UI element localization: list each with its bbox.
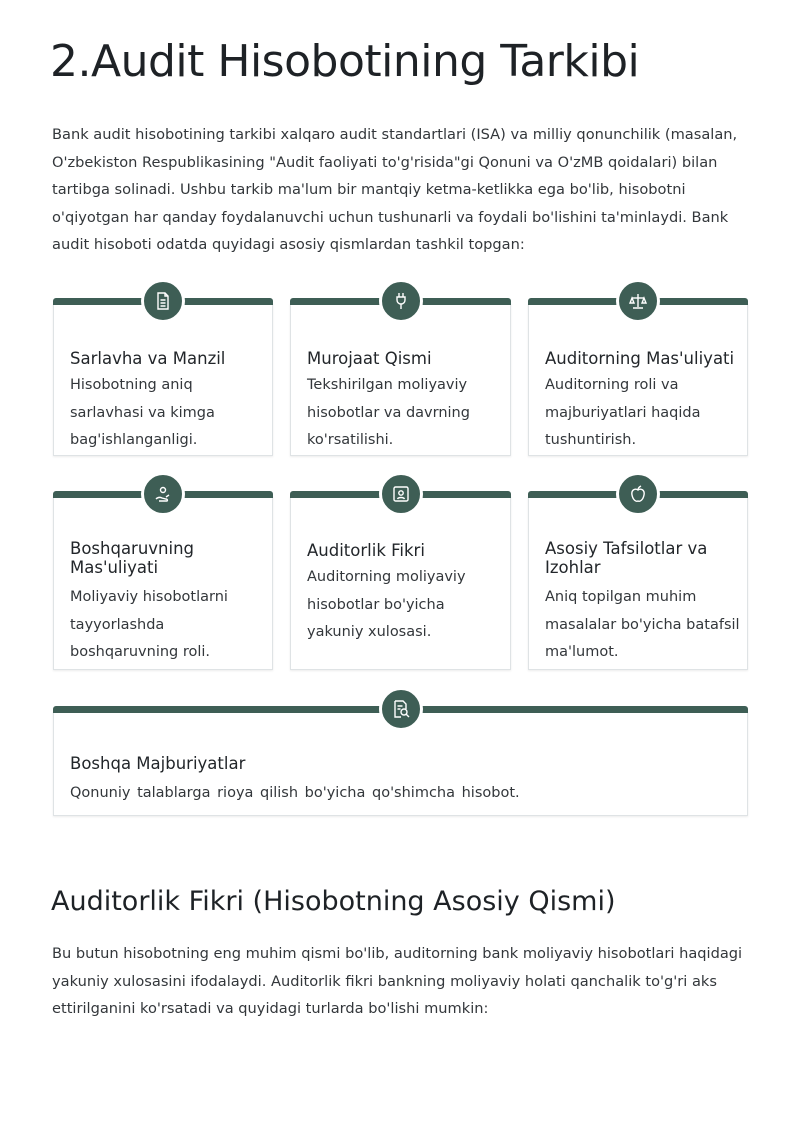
card-text: Auditorning roli va majburiyatlari haqida tushuntirish. <box>545 377 701 448</box>
document-icon <box>141 279 185 323</box>
card-asosiy-tafsilotlar <box>528 496 748 670</box>
card-auditorlik-fikri <box>290 496 511 670</box>
card-text: Tekshirilgan moliyaviy hisobotlar va davrning ko'rsatilishi. <box>307 377 470 448</box>
card-text: Hisobotning aniq sarlavhasi va kimga bag'ishlanganligi. <box>70 377 215 448</box>
card-title: Boshqa Majburiyatlar <box>70 754 246 773</box>
card-boshqa-majburiyatlar <box>53 711 748 816</box>
card-boshqaruv-masuliyati <box>53 496 273 670</box>
intro-paragraph: Bank audit hisobotining tarkibi xalqaro audit standartlari (ISA) va milliy qonunchilik (masalan, O'zbekiston Respublikasining "Audit faoliyati to'g'risida"gi Qonuni va O'zMB qoidalari) bilan tartibga solinadi. Ushbu tarkib ma'lum bir mantqiy ketma-ketlikka ega bo'lib, hisobotni o'qiyotgan har qanday foydalanuvchi uchun tushunarli va foydali bo'lishini ta'minlaydi. Bank audit hisoboti odatda quyidagi asosiy qismlardan tashkil topgan: <box>52 126 738 253</box>
page-title: 2.Audit Hisobotining Tarkibi <box>50 36 640 87</box>
card-text: Qonuniy talablarga rioya qilish bo'yicha qo'shimcha hisobot. <box>70 785 520 801</box>
card-title: Asosiy Tafsilotlar va Izohlar <box>545 539 708 577</box>
id-card-icon <box>379 472 423 516</box>
apple-icon <box>616 472 660 516</box>
card-title: Auditorlik Fikri <box>307 541 425 560</box>
card-text: Aniq topilgan muhim masalalar bo'yicha batafsil ma'lumot. <box>545 589 740 660</box>
card-sarlavha <box>53 303 273 456</box>
document-search-icon <box>379 687 423 731</box>
card-text: Moliyaviy hisobotlarni tayyorlashda boshqaruvning roli. <box>70 589 228 660</box>
card-auditor-masuliyati <box>528 303 748 456</box>
card-title: Boshqaruvning Mas'uliyati <box>70 539 195 577</box>
card-murojaat <box>290 303 511 456</box>
section-heading: Auditorlik Fikri (Hisobotning Asosiy Qismi) <box>51 886 616 917</box>
section-paragraph: Bu butun hisobotning eng muhim qismi bo'lib, auditorning bank moliyaviy hisobotlari haqidagi yakuniy xulosasini ifodalaydi. Auditorlik fikri bankning moliyaviy holati qanchalik to'g'ri aks ettirilganini ko'rsatadi va quyidagi turlarda bo'lishi mumkin: <box>52 945 743 1017</box>
hand-icon <box>141 472 185 516</box>
card-title: Murojaat Qismi <box>307 349 432 368</box>
scale-icon <box>616 279 660 323</box>
card-title: Auditorning Mas'uliyati <box>545 349 735 368</box>
plug-icon <box>379 279 423 323</box>
card-title: Sarlavha va Manzil <box>70 349 226 368</box>
card-text: Auditorning moliyaviy hisobotlar bo'yicha yakuniy xulosasi. <box>307 569 466 640</box>
